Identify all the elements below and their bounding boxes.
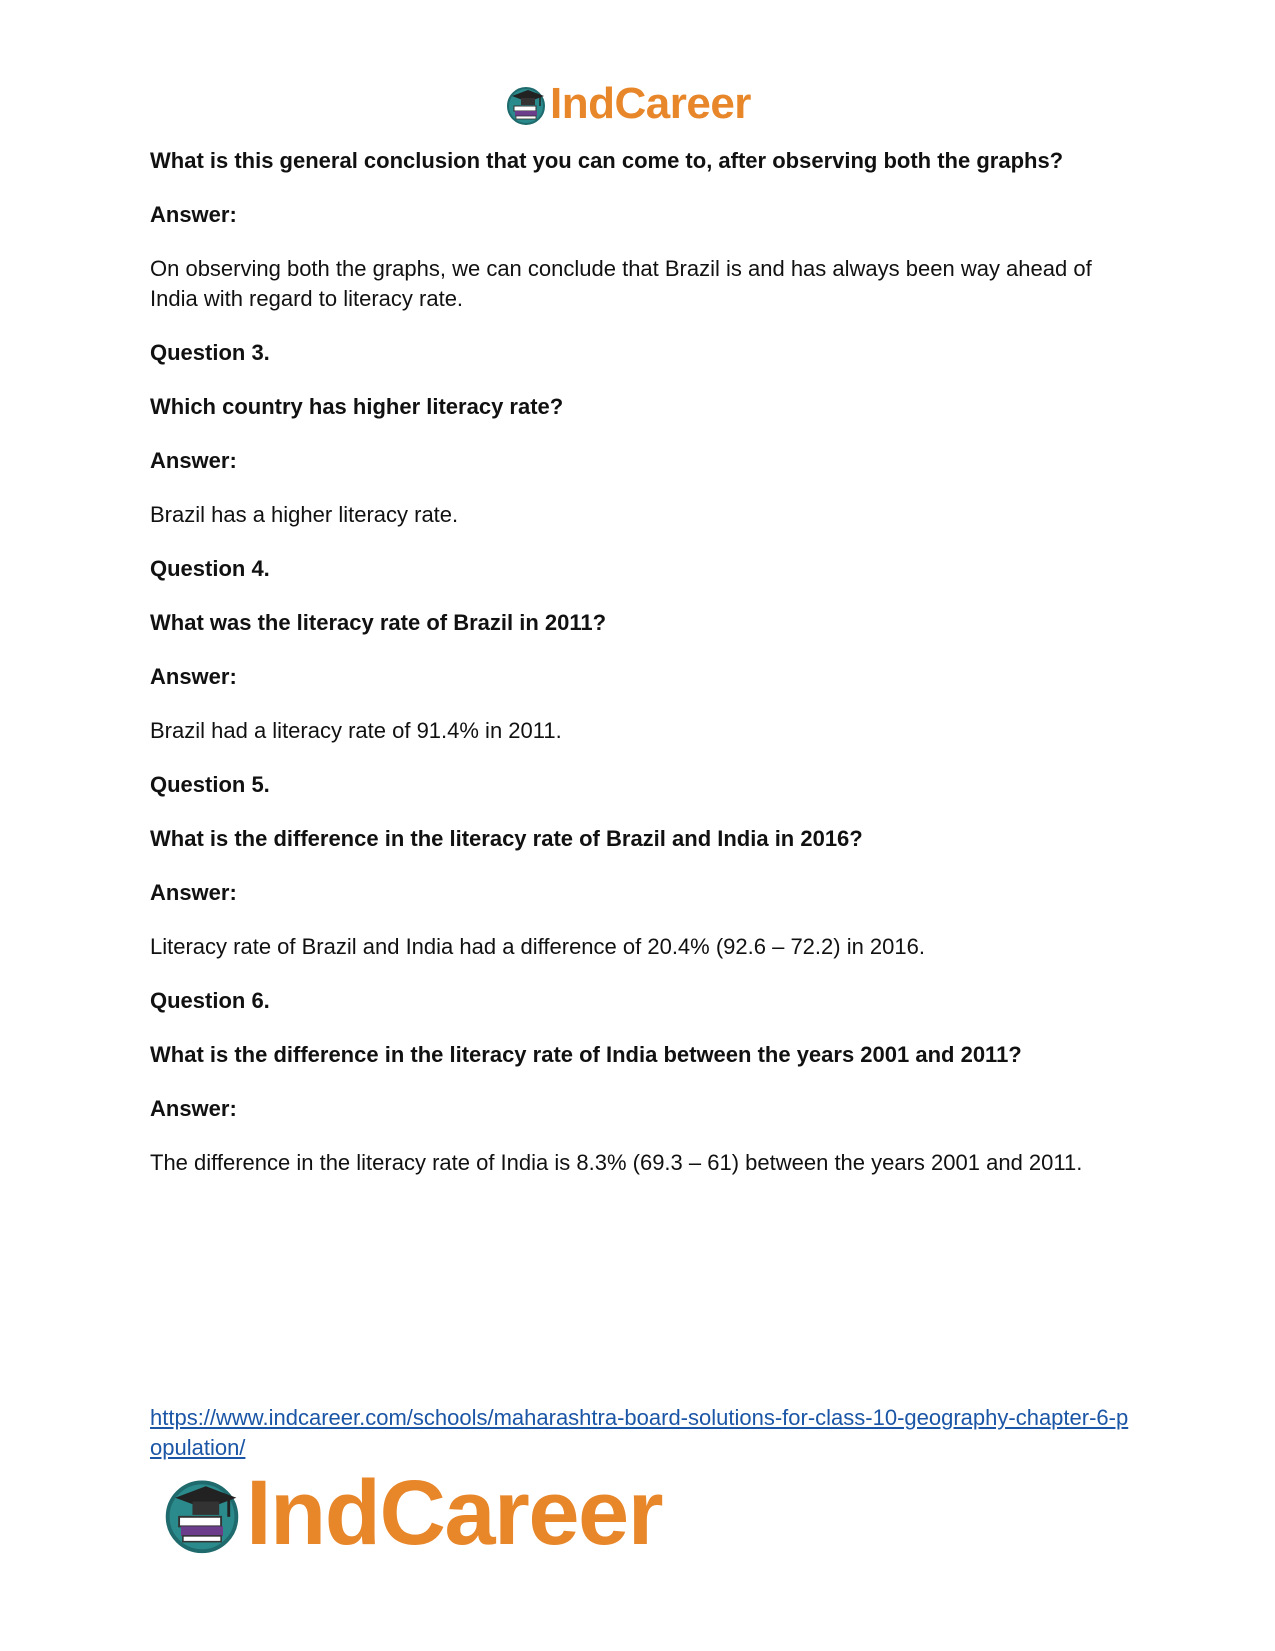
header-logo-text: IndCareer xyxy=(550,79,751,128)
answer-label: Answer: xyxy=(150,664,237,689)
question-3-heading: Question 3. xyxy=(150,340,270,365)
source-link[interactable]: https://www.indcareer.com/schools/maharashtra-board-solutions-for-class-10-geography-chapter-6-population/ xyxy=(150,1405,1129,1460)
question-6-heading: Question 6. xyxy=(150,988,270,1013)
answer-2-text: On observing both the graphs, we can conclude that Brazil is and has always been way ahead of India with regard to literacy rate. xyxy=(150,256,1092,311)
graduation-cap-books-globe-icon xyxy=(160,1471,244,1555)
footer-logo xyxy=(160,1462,662,1564)
header-logo xyxy=(504,80,751,128)
question-3-text: Which country has higher literacy rate? xyxy=(150,394,564,419)
answer-label: Answer: xyxy=(150,1096,237,1121)
question-4-heading: Question 4. xyxy=(150,556,270,581)
question-6-text: What is the difference in the literacy rate of India between the years 2001 and 2011? xyxy=(150,1042,1022,1067)
answer-6-text: The difference in the literacy rate of India is 8.3% (69.3 – 61) between the years 2001 and 2011. xyxy=(150,1150,1083,1175)
question-5-text: What is the difference in the literacy rate of Brazil and India in 2016? xyxy=(150,826,863,851)
answer-label: Answer: xyxy=(150,202,237,227)
answer-5-text: Literacy rate of Brazil and India had a difference of 20.4% (92.6 – 72.2) in 2016. xyxy=(150,934,925,959)
question-4-text: What was the literacy rate of Brazil in 2011? xyxy=(150,610,607,635)
answer-3-text: Brazil has a higher literacy rate. xyxy=(150,502,459,527)
graduation-cap-books-globe-icon xyxy=(504,82,548,126)
question-5-heading: Question 5. xyxy=(150,772,270,797)
question-2-text: What is this general conclusion that you can come to, after observing both the graphs? xyxy=(150,148,1064,173)
answer-label: Answer: xyxy=(150,448,237,473)
answer-label: Answer: xyxy=(150,880,237,905)
footer-logo-text: IndCareer xyxy=(246,1462,662,1564)
answer-4-text: Brazil had a literacy rate of 91.4% in 2011. xyxy=(150,718,562,743)
